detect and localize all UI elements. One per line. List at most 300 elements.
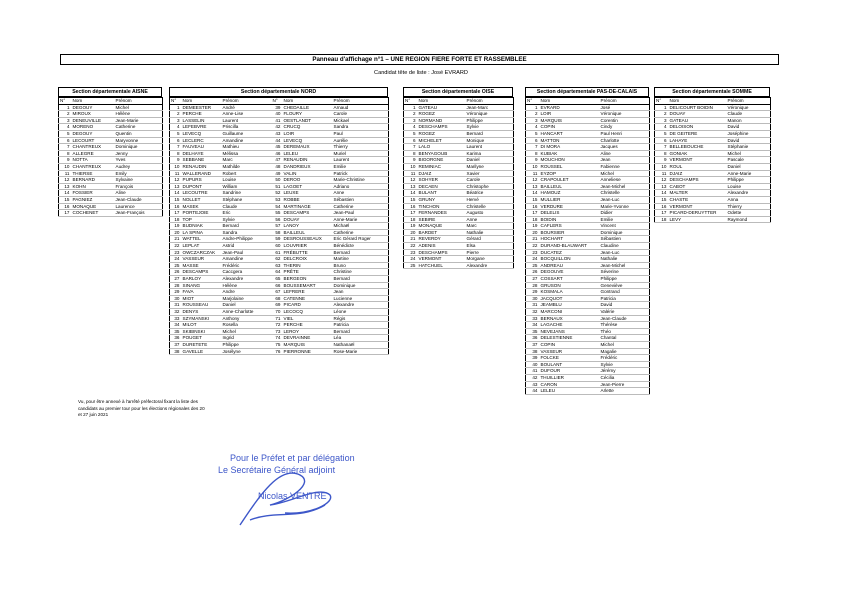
- table-row: [404, 203, 514, 210]
- table-row: [526, 295, 650, 302]
- table-nord: [169, 97, 389, 355]
- candidate-firstname: Anne-Marie: [333, 216, 389, 223]
- candidate-firstname: Sandra: [333, 124, 389, 131]
- candidate-surname: BERNAUX: [540, 315, 600, 322]
- col-num: N°: [272, 98, 283, 105]
- candidate-firstname: Corentin: [600, 117, 650, 124]
- candidate-number: 24: [170, 256, 182, 263]
- candidate-firstname: Philippe: [727, 177, 771, 184]
- candidate-number: 10: [655, 163, 669, 170]
- table-row: [170, 190, 389, 197]
- table-row: [526, 170, 650, 177]
- candidate-number: 18: [404, 216, 418, 223]
- candidate-firstname: Vincent: [600, 223, 650, 230]
- candidate-firstname: Michel: [115, 104, 163, 111]
- candidate-firstname: Mélissa: [222, 150, 272, 157]
- candidate-number: 43: [526, 381, 540, 388]
- candidate-firstname: Yves: [115, 157, 163, 164]
- candidate-firstname: Alexandre: [466, 262, 514, 269]
- candidate-firstname: Anneliese: [600, 177, 650, 184]
- candidate-firstname: Aline: [600, 150, 650, 157]
- candidate-firstname: Thierry: [727, 203, 771, 210]
- candidate-number: 5: [59, 130, 72, 137]
- candidate-number: 2: [526, 111, 540, 118]
- candidate-number: 37: [170, 341, 182, 348]
- candidate-surname: CABOT: [669, 183, 727, 190]
- candidate-firstname: Thierry: [333, 144, 389, 151]
- candidate-number: 43: [272, 130, 283, 137]
- candidate-surname: LEVECQ: [283, 137, 333, 144]
- candidate-firstname: Nathalie: [466, 229, 514, 236]
- candidate-firstname: Odette: [727, 210, 771, 217]
- table-row: [404, 262, 514, 269]
- candidate-surname: DANDRIEUX: [283, 163, 333, 170]
- table-oise: [403, 97, 514, 269]
- table-row: [655, 130, 771, 137]
- candidate-firstname: Michel: [600, 341, 650, 348]
- candidate-number: 12: [170, 177, 182, 184]
- candidate-number: 16: [59, 203, 72, 210]
- candidate-surname: DEGOUVE: [540, 269, 600, 276]
- candidate-firstname: Marjolaine: [222, 295, 272, 302]
- candidate-firstname: Régis: [333, 315, 389, 322]
- candidate-firstname: Sylvaine: [115, 177, 163, 184]
- col-prenom: Prénom: [222, 98, 272, 105]
- candidate-surname: EVRARD: [540, 104, 600, 111]
- candidate-surname: DESCHAMPS: [418, 124, 466, 131]
- candidate-number: 13: [404, 183, 418, 190]
- candidate-surname: LEVECQ: [182, 130, 222, 137]
- candidate-surname: GATEAU: [669, 117, 727, 124]
- table-row: [655, 124, 771, 131]
- candidate-firstname: Mathilde: [222, 163, 272, 170]
- table-row: [170, 262, 389, 269]
- candidate-surname: FAUVEAU: [182, 144, 222, 151]
- candidate-number: 5: [170, 130, 182, 137]
- candidate-surname: GONIAK: [669, 150, 727, 157]
- candidate-number: 13: [59, 183, 72, 190]
- candidate-number: 39: [272, 104, 283, 111]
- table-row: [526, 216, 650, 223]
- candidate-number: 1: [655, 104, 669, 111]
- candidate-surname: FAVA: [182, 289, 222, 296]
- candidate-number: 30: [170, 295, 182, 302]
- candidate-number: 75: [272, 341, 283, 348]
- candidate-number: 66: [272, 282, 283, 289]
- candidate-firstname: Anne-Marie: [727, 170, 771, 177]
- candidate-firstname: Guillaume: [222, 130, 272, 137]
- candidate-firstname: Véronique: [600, 111, 650, 118]
- candidate-firstname: Claudine: [600, 243, 650, 250]
- candidate-surname: HOCHART: [540, 236, 600, 243]
- table-row: [404, 190, 514, 197]
- candidate-firstname: Jenny: [115, 150, 163, 157]
- candidate-number: 23: [404, 249, 418, 256]
- candidate-firstname: Louise: [727, 183, 771, 190]
- candidate-number: 6: [655, 137, 669, 144]
- candidate-surname: DOUAY: [669, 111, 727, 118]
- table-row: [170, 163, 389, 170]
- candidate-firstname: Astrid: [222, 243, 272, 250]
- candidate-surname: DELICOURT BOIDIN: [669, 104, 727, 111]
- candidate-firstname: Jean: [600, 157, 650, 164]
- table-row: [655, 150, 771, 157]
- candidate-firstname: Christelle: [600, 190, 650, 197]
- table-row: [170, 348, 389, 355]
- candidate-firstname: François: [115, 183, 163, 190]
- table-row: [59, 111, 163, 118]
- candidate-firstname: Jean-Claude: [115, 196, 163, 203]
- candidate-firstname: José: [600, 104, 650, 111]
- candidate-firstname: Anne-Lise: [222, 111, 272, 118]
- candidate-number: 11: [526, 170, 540, 177]
- candidate-firstname: Philippe: [600, 276, 650, 283]
- candidate-firstname: Paul Henri: [600, 130, 650, 137]
- table-row: [526, 335, 650, 342]
- candidate-number: 27: [170, 276, 182, 283]
- candidate-number: 27: [526, 276, 540, 283]
- candidate-firstname: Laurent: [222, 117, 272, 124]
- candidate-number: 26: [526, 269, 540, 276]
- section-title-aisne: Section départementale AISNE: [58, 87, 162, 97]
- candidate-number: 61: [272, 249, 283, 256]
- candidate-surname: PICARD: [283, 302, 333, 309]
- candidate-firstname: Christine: [333, 269, 389, 276]
- table-row: [526, 130, 650, 137]
- table-row: [170, 124, 389, 131]
- table-row: [526, 137, 650, 144]
- candidate-firstname: Arlette: [600, 388, 650, 395]
- section-title-nord: Section départementale NORD: [169, 87, 388, 97]
- candidate-firstname: Rosella: [222, 322, 272, 329]
- candidate-number: 19: [170, 223, 182, 230]
- candidate-surname: BAILLEUL: [540, 183, 600, 190]
- candidate-number: 10: [59, 163, 72, 170]
- table-row: [59, 150, 163, 157]
- candidate-surname: DUFOUR: [540, 368, 600, 375]
- candidate-firstname: Xavier: [466, 170, 514, 177]
- candidate-surname: VERMONT: [669, 157, 727, 164]
- candidate-firstname: Jean-François: [115, 210, 163, 217]
- candidate-number: 10: [526, 163, 540, 170]
- candidate-number: 31: [526, 302, 540, 309]
- candidate-number: 31: [170, 302, 182, 309]
- col-prenom: Prénom: [333, 98, 389, 105]
- candidate-firstname: Manon: [727, 117, 771, 124]
- candidate-number: 6: [526, 137, 540, 144]
- candidate-number: 22: [526, 243, 540, 250]
- candidate-surname: DESROUSSEAUX: [283, 236, 333, 243]
- candidate-firstname: Aline: [115, 190, 163, 197]
- candidate-surname: JEAMBLU: [540, 302, 600, 309]
- candidate-number: 2: [59, 111, 72, 118]
- candidate-firstname: Frédéric: [600, 355, 650, 362]
- section-pas-de-calais: [525, 87, 649, 395]
- table-row: [404, 229, 514, 236]
- candidate-surname: EYZOP: [540, 170, 600, 177]
- candidate-number: 14: [404, 190, 418, 197]
- table-row: [59, 117, 163, 124]
- candidate-firstname: Daniel: [727, 163, 771, 170]
- candidate-surname: FOLCKE: [540, 355, 600, 362]
- candidate-subtitle: Candidat tête de liste : José EVRARD: [374, 70, 468, 76]
- table-row: [526, 144, 650, 151]
- candidate-surname: OESTLANDT: [283, 117, 333, 124]
- table-row: [526, 157, 650, 164]
- candidate-number: 33: [170, 315, 182, 322]
- candidate-number: 62: [272, 256, 283, 263]
- candidate-surname: GAVELLE: [182, 348, 222, 355]
- col-nom: Nom: [540, 98, 600, 105]
- section-title-somme: Section départementale SOMME: [654, 87, 770, 97]
- table-row: [526, 183, 650, 190]
- candidate-number: 16: [526, 203, 540, 210]
- candidate-number: 1: [170, 104, 182, 111]
- candidate-surname: ROUL: [669, 163, 727, 170]
- table-row: [170, 315, 389, 322]
- table-row: [170, 276, 389, 283]
- candidate-surname: MILOT: [182, 322, 222, 329]
- candidate-number: 12: [526, 177, 540, 184]
- candidate-surname: MARCONI: [540, 309, 600, 316]
- candidate-surname: ANDREAU: [540, 262, 600, 269]
- candidate-number: 2: [655, 111, 669, 118]
- col-nom: Nom: [283, 98, 333, 105]
- table-row: [59, 144, 163, 151]
- candidate-surname: DJAIZ: [669, 170, 727, 177]
- table-row: [170, 111, 389, 118]
- candidate-surname: DURAND-BLAUWART: [540, 243, 600, 250]
- candidate-surname: MORENO: [72, 124, 115, 131]
- candidate-surname: NOTTA: [72, 157, 115, 164]
- candidate-number: 17: [404, 210, 418, 217]
- candidate-number: 22: [404, 243, 418, 250]
- candidate-firstname: Jean: [333, 289, 389, 296]
- candidate-firstname: Adriano: [333, 183, 389, 190]
- candidate-surname: CHANTREUX: [72, 163, 115, 170]
- candidate-firstname: Marc: [222, 157, 272, 164]
- candidate-surname: DELESTIENNE: [540, 335, 600, 342]
- candidate-surname: LECOCQ: [283, 309, 333, 316]
- candidate-number: 73: [272, 328, 283, 335]
- candidate-number: 21: [526, 236, 540, 243]
- prefectoral-note: Vu, pour être annexé à l'arrêté préfectoral fixant la liste des candidats au premier tour pour les élections régionales des 20 et 27 juin 2021: [78, 399, 205, 418]
- table-row: [526, 276, 650, 283]
- candidate-number: 34: [170, 322, 182, 329]
- table-row: [655, 177, 771, 184]
- candidate-surname: CHANTREUX: [72, 144, 115, 151]
- candidate-surname: LECOURT: [72, 137, 115, 144]
- candidate-surname: KUBIAK: [540, 150, 600, 157]
- candidate-number: 29: [170, 289, 182, 296]
- candidate-firstname: Sandrine: [222, 190, 272, 197]
- table-row: [526, 388, 650, 395]
- candidate-firstname: Philippe: [222, 341, 272, 348]
- candidate-number: 32: [526, 309, 540, 316]
- candidate-surname: ROGEZ: [418, 130, 466, 137]
- candidate-number: 3: [59, 117, 72, 124]
- candidate-surname: ROBBE: [283, 196, 333, 203]
- candidate-surname: REMINIAC: [418, 163, 466, 170]
- table-row: [526, 361, 650, 368]
- candidate-number: 53: [272, 196, 283, 203]
- candidate-number: 7: [404, 144, 418, 151]
- candidate-surname: ROGEZ: [418, 111, 466, 118]
- candidate-number: 23: [526, 249, 540, 256]
- col-nom: Nom: [182, 98, 222, 105]
- table-row: [655, 203, 771, 210]
- candidate-firstname: Didier: [600, 210, 650, 217]
- table-somme: [654, 97, 771, 223]
- candidate-firstname: Gérard: [466, 236, 514, 243]
- candidate-firstname: Véronique: [727, 104, 771, 111]
- col-prenom: Prénom: [727, 98, 771, 105]
- candidate-surname: VIEL: [283, 315, 333, 322]
- candidate-surname: SEBIRE: [418, 216, 466, 223]
- candidate-number: 17: [526, 210, 540, 217]
- table-row: [404, 177, 514, 184]
- candidate-number: 8: [59, 150, 72, 157]
- candidate-number: 40: [272, 111, 283, 118]
- candidate-surname: COSSART: [540, 276, 600, 283]
- candidate-firstname: Bénédicte: [333, 243, 389, 250]
- candidate-number: 6: [170, 137, 182, 144]
- candidate-surname: DEROO: [283, 177, 333, 184]
- candidate-number: 13: [170, 183, 182, 190]
- candidate-number: 69: [272, 302, 283, 309]
- candidate-surname: HAMOUZ: [540, 190, 600, 197]
- candidate-firstname: Jean-Pierre: [600, 381, 650, 388]
- candidate-number: 18: [170, 216, 182, 223]
- candidate-surname: VERMONT: [669, 203, 727, 210]
- candidate-number: 19: [526, 223, 540, 230]
- candidate-surname: LEFEBVRE: [182, 124, 222, 131]
- candidate-number: 6: [59, 137, 72, 144]
- candidate-surname: BERGEON: [283, 276, 333, 283]
- table-row: [526, 262, 650, 269]
- table-row: [526, 315, 650, 322]
- table-row: [59, 177, 163, 184]
- table-row: [170, 104, 389, 111]
- candidate-number: 35: [170, 328, 182, 335]
- candidate-surname: SOHYER: [418, 177, 466, 184]
- candidate-surname: DENYS: [182, 309, 222, 316]
- candidate-surname: BERNARD: [72, 177, 115, 184]
- candidate-surname: LECLERC: [182, 137, 222, 144]
- candidate-firstname: Josélyne: [222, 348, 272, 355]
- candidate-number: 9: [404, 157, 418, 164]
- candidate-number: 1: [59, 104, 72, 111]
- candidate-number: 5: [655, 130, 669, 137]
- section-oise: [403, 87, 513, 269]
- table-row: [59, 157, 163, 164]
- candidate-surname: FLOURY: [283, 111, 333, 118]
- table-row: [170, 229, 389, 236]
- candidate-surname: KOHN: [72, 183, 115, 190]
- candidate-number: 14: [526, 190, 540, 197]
- candidate-firstname: Claude: [727, 111, 771, 118]
- candidate-surname: NOLLET: [182, 196, 222, 203]
- candidate-firstname: Nathalie: [600, 256, 650, 263]
- col-num: N°: [655, 98, 669, 105]
- candidate-firstname: Arnaud: [333, 104, 389, 111]
- table-row: [170, 157, 389, 164]
- candidate-number: 25: [170, 262, 182, 269]
- candidate-number: 44: [526, 388, 540, 395]
- candidate-number: 22: [170, 243, 182, 250]
- table-row: [59, 190, 163, 197]
- candidate-number: 36: [170, 335, 182, 342]
- candidate-surname: VERMONT: [418, 256, 466, 263]
- candidate-surname: MALTER: [669, 190, 727, 197]
- candidate-number: 15: [170, 196, 182, 203]
- candidate-number: 28: [170, 282, 182, 289]
- candidate-firstname: Jean-Luc: [600, 196, 650, 203]
- candidate-firstname: Emilie: [333, 163, 389, 170]
- candidate-surname: SEBBANE: [182, 157, 222, 164]
- table-row: [404, 137, 514, 144]
- candidate-number: 3: [404, 117, 418, 124]
- candidate-surname: MARQUIS: [283, 341, 333, 348]
- candidate-firstname: Andre-Philippe: [222, 236, 272, 243]
- candidate-number: 35: [526, 328, 540, 335]
- candidate-firstname: Anne: [333, 190, 389, 197]
- table-row: [170, 289, 389, 296]
- candidate-firstname: Quentin: [115, 130, 163, 137]
- candidate-firstname: Séverine: [600, 269, 650, 276]
- candidate-number: 12: [655, 177, 669, 184]
- candidate-firstname: Jean-Marc: [466, 104, 514, 111]
- candidate-number: 18: [526, 216, 540, 223]
- candidate-surname: DUCATEZ: [540, 249, 600, 256]
- candidate-number: 72: [272, 322, 283, 329]
- candidate-surname: WALLERAND: [182, 170, 222, 177]
- table-row: [170, 210, 389, 217]
- candidate-number: 4: [170, 124, 182, 131]
- candidate-surname: BOIDIN: [540, 216, 600, 223]
- candidate-firstname: Jacques: [600, 144, 650, 151]
- table-row: [526, 341, 650, 348]
- candidate-surname: DECAEN: [418, 183, 466, 190]
- candidate-number: 58: [272, 229, 283, 236]
- candidate-number: 18: [655, 216, 669, 223]
- candidate-firstname: Bernard: [333, 276, 389, 283]
- candidate-firstname: Christophe: [466, 183, 514, 190]
- candidate-firstname: Stéphanie: [727, 144, 771, 151]
- col-nom: Nom: [418, 98, 466, 105]
- candidate-firstname: Carole: [466, 177, 514, 184]
- candidate-surname: DESCAMPS: [182, 269, 222, 276]
- candidate-number: 7: [170, 144, 182, 151]
- candidate-number: 3: [526, 117, 540, 124]
- candidate-surname: COPIN: [540, 124, 600, 131]
- candidate-number: 63: [272, 262, 283, 269]
- candidate-surname: TINCHON: [418, 203, 466, 210]
- stamp-line-3: Nicolas VENTRE: [258, 491, 327, 501]
- table-row: [655, 117, 771, 124]
- candidate-firstname: Bernard: [466, 130, 514, 137]
- candidate-surname: BAILLEUL: [283, 229, 333, 236]
- candidate-firstname: Catherine: [333, 203, 389, 210]
- candidate-surname: DJAIZ: [418, 170, 466, 177]
- candidate-surname: JACQUOT: [540, 295, 600, 302]
- candidate-number: 32: [170, 309, 182, 316]
- candidate-firstname: Alexandre: [333, 302, 389, 309]
- candidate-surname: FRÉBUTTE: [283, 249, 333, 256]
- table-row: [170, 335, 389, 342]
- table-row: [170, 203, 389, 210]
- candidate-surname: ROUSSEL: [540, 163, 600, 170]
